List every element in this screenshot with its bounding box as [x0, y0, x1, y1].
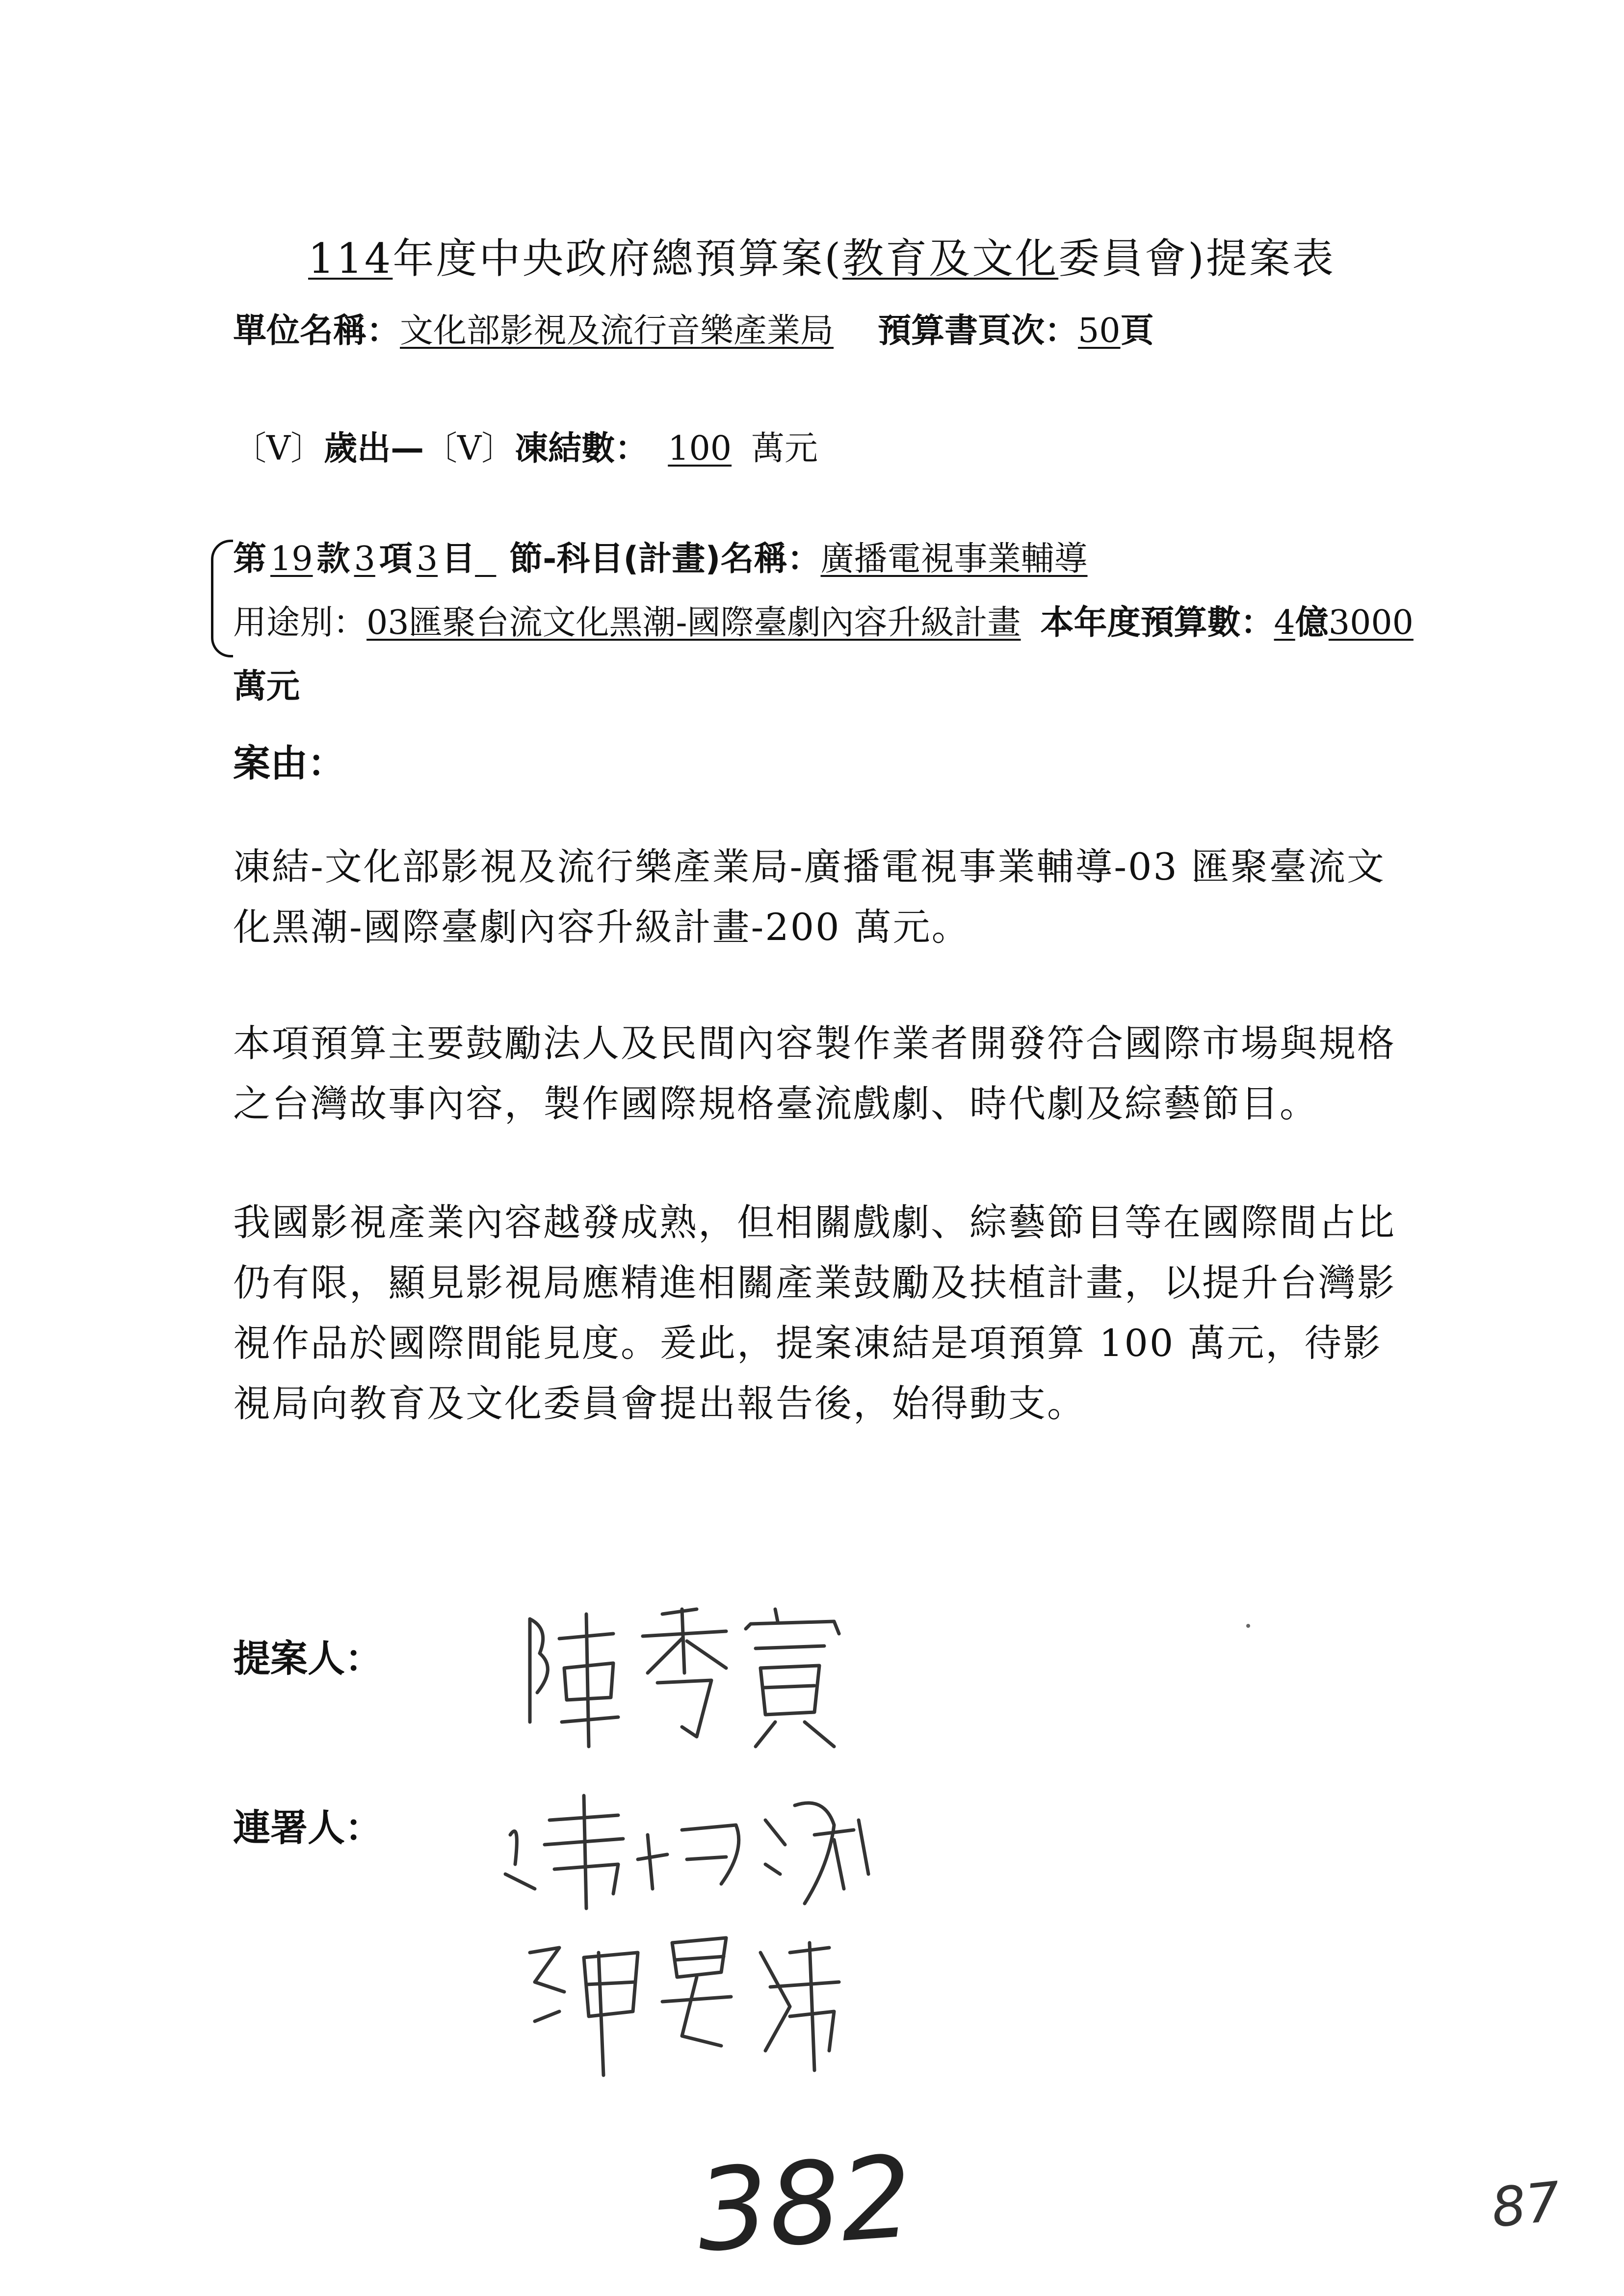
subject-name: 廣播電視事業輔導 — [820, 540, 1088, 578]
proposer-signature-image — [520, 1599, 864, 1756]
freeze-label-1: 歲出— — [324, 429, 424, 468]
freeze-check-1: 〔V〕 — [233, 429, 324, 468]
budget-yi-unit: 億 — [1295, 603, 1329, 642]
scan-speck — [1246, 1624, 1250, 1628]
freeze-line — [233, 422, 818, 470]
unit-line — [233, 304, 1154, 352]
freeze-label-2: 凍結數： — [515, 429, 649, 468]
budget-label: 本年度預算數： — [1040, 603, 1274, 642]
title-committee: 教育及文化 — [842, 235, 1059, 283]
purpose-name: 03匯聚台流文化黑潮-國際臺劇內容升級計畫 — [367, 603, 1021, 642]
reason-paragraph-2: 本項預算主要鼓勵法人及民間內容製作業者開發符合國際市場與規格之台灣故事內容，製作國際規格臺流戲劇、時代劇及綜藝節目。 — [233, 1021, 1396, 1125]
budget-wan-unit: 萬元 — [233, 667, 300, 706]
subject-mu: 目 — [442, 540, 475, 578]
freeze-unit: 萬元 — [751, 429, 818, 468]
title-year: 114 — [308, 235, 393, 283]
title-prefix: 年度中央政府總預算案( — [393, 235, 843, 283]
freeze-amount: 100 — [668, 429, 732, 468]
reason-label: 案由： — [233, 741, 345, 785]
subject-line — [233, 532, 1088, 580]
unit-name: 文化部影視及流行音樂產業局 — [400, 312, 834, 350]
purpose-label: 用途別： — [233, 603, 367, 642]
subject-jie: 節-科目(計畫)名稱： — [509, 540, 821, 578]
cosigner-label: 連署人： — [233, 1806, 382, 1850]
budget-wan: 3000 — [1328, 603, 1414, 642]
page-number-corner: 87 — [1488, 2170, 1564, 2240]
subject-mu-no: 3 — [416, 540, 438, 578]
subject-xiang-no: 3 — [354, 540, 375, 578]
subject-bracket — [211, 540, 233, 657]
subject-jie-blank — [475, 540, 509, 578]
page-number: 50 — [1078, 312, 1121, 350]
cosigner-signature-1-image — [491, 1776, 883, 1913]
unit-label: 單位名稱： — [233, 312, 400, 350]
title-suffix: 委員會)提案表 — [1058, 235, 1336, 283]
purpose-line — [233, 596, 1414, 644]
cosigner-signature-2-image — [515, 1923, 859, 2085]
budget-yi: 4 — [1274, 603, 1295, 642]
subject-kuan-no: 19 — [270, 540, 313, 578]
freeze-check-2: 〔V〕 — [424, 429, 515, 468]
subject-di: 第 — [233, 540, 267, 578]
reason-paragraph-1: 凍結-文化部影視及流行樂產業局-廣播電視事業輔導-03 匯聚臺流文化黑潮-國際臺劇內容升級計畫-200 萬元。 — [233, 845, 1386, 949]
page-number-main: 382 — [692, 2132, 917, 2277]
reason-paragraph-3: 我國影視產業內容越發成熟，但相關戲劇、綜藝節目等在國際間占比仍有限，顯見影視局應精進相關產業鼓勵及扶植計畫，以提升台灣影視作品於國際間能見度。爰此，提案凍結是項預算 100 萬元，待影視局向教育及文化委員會提出報告後，始得動支。 — [233, 1200, 1396, 1425]
page-label: 預算書頁次： — [878, 312, 1078, 350]
document-title — [308, 226, 1336, 285]
page-unit: 頁 — [1120, 312, 1154, 350]
proposer-label: 提案人： — [233, 1637, 382, 1680]
subject-kuan: 款 — [316, 540, 350, 578]
subject-xiang: 項 — [379, 540, 413, 578]
